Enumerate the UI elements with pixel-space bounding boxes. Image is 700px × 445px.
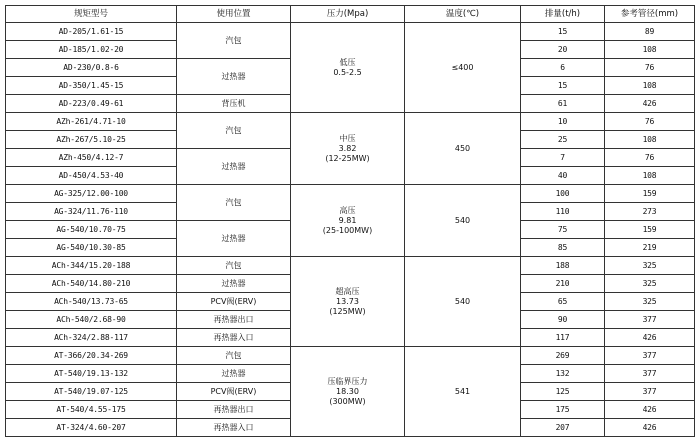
pressure-class: 中压 — [339, 133, 356, 143]
pipe-cell: 108 — [605, 131, 695, 149]
flow-cell: 15 — [521, 77, 605, 95]
model-cell: AD-185/1.02-20 — [6, 41, 177, 59]
pipe-cell: 108 — [605, 41, 695, 59]
position-cell: 过热器 — [177, 59, 291, 95]
pressure-value: 3.82 — [338, 143, 357, 153]
position-cell: 汽包 — [177, 23, 291, 59]
position-cell: 汽包 — [177, 347, 291, 365]
flow-cell: 188 — [521, 257, 605, 275]
flow-cell: 100 — [521, 185, 605, 203]
flow-cell: 15 — [521, 23, 605, 41]
pressure-group-ultra-high — [291, 257, 405, 347]
model-cell: AG-540/10.70-75 — [6, 221, 177, 239]
pressure-class: 超高压 — [335, 286, 360, 296]
pressure-class: 压临界压力 — [327, 376, 368, 386]
model-cell: AT-324/4.60-207 — [6, 419, 177, 437]
position-cell: PCV阀(ERV) — [177, 293, 291, 311]
header-model: 规矩型号 — [6, 6, 177, 23]
model-cell: AD-350/1.45-15 — [6, 77, 177, 95]
position-cell: 汽包 — [177, 185, 291, 221]
pipe-cell: 426 — [605, 95, 695, 113]
power-range: (125MW) — [329, 306, 366, 316]
position-cell: 过热器 — [177, 365, 291, 383]
position-cell: 过热器 — [177, 221, 291, 257]
model-cell: AD-450/4.53-40 — [6, 167, 177, 185]
flow-cell: 175 — [521, 401, 605, 419]
pipe-cell: 76 — [605, 149, 695, 167]
pressure-value: 9.81 — [338, 215, 357, 225]
header-pressure: 压力(Mpa) — [291, 6, 405, 23]
model-cell: AG-325/12.00-100 — [6, 185, 177, 203]
temperature-cell: 540 — [405, 185, 521, 257]
pipe-cell: 219 — [605, 239, 695, 257]
flow-cell: 25 — [521, 131, 605, 149]
flow-cell: 132 — [521, 365, 605, 383]
flow-cell: 210 — [521, 275, 605, 293]
pipe-cell: 325 — [605, 275, 695, 293]
pressure-class: 低压 — [339, 57, 356, 67]
pressure-group-subcritical — [291, 347, 405, 437]
table-row — [6, 185, 695, 203]
temperature-cell: ≤400 — [405, 23, 521, 113]
model-cell: ACh-344/15.20-188 — [6, 257, 177, 275]
pressure-group-high — [291, 185, 405, 257]
model-cell: ACh-540/14.80-210 — [6, 275, 177, 293]
model-cell: AG-324/11.76-110 — [6, 203, 177, 221]
pipe-cell: 377 — [605, 347, 695, 365]
model-cell: AT-540/4.55-175 — [6, 401, 177, 419]
position-cell: 过热器 — [177, 149, 291, 185]
temperature-cell: 450 — [405, 113, 521, 185]
table-row — [6, 113, 695, 131]
flow-cell: 110 — [521, 203, 605, 221]
pipe-cell: 377 — [605, 383, 695, 401]
pipe-cell: 325 — [605, 293, 695, 311]
flow-cell: 207 — [521, 419, 605, 437]
pipe-cell: 159 — [605, 185, 695, 203]
model-cell: ACh-324/2.88-117 — [6, 329, 177, 347]
model-cell: AT-540/19.07-125 — [6, 383, 177, 401]
position-cell: PCV阀(ERV) — [177, 383, 291, 401]
flow-cell: 6 — [521, 59, 605, 77]
power-range: (300MW) — [329, 396, 366, 406]
pipe-cell: 76 — [605, 113, 695, 131]
power-range: (12-25MW) — [325, 153, 370, 163]
pressure-value: 13.73 — [336, 296, 359, 306]
flow-cell: 75 — [521, 221, 605, 239]
pressure-group-medium — [291, 113, 405, 185]
pipe-cell: 325 — [605, 257, 695, 275]
header-row — [6, 6, 695, 23]
model-cell: AZh-267/5.10-25 — [6, 131, 177, 149]
position-cell: 背压机 — [177, 95, 291, 113]
position-cell: 再热器入口 — [177, 419, 291, 437]
safety-valve-table — [5, 5, 695, 437]
temperature-cell: 541 — [405, 347, 521, 437]
pressure-group-low — [291, 23, 405, 113]
flow-cell: 269 — [521, 347, 605, 365]
pressure-class: 高压 — [339, 205, 356, 215]
model-cell: AZh-450/4.12-7 — [6, 149, 177, 167]
model-cell: AD-205/1.61-15 — [6, 23, 177, 41]
model-cell: AT-540/19.13-132 — [6, 365, 177, 383]
model-cell: ACh-540/13.73-65 — [6, 293, 177, 311]
model-cell: AT-366/20.34-269 — [6, 347, 177, 365]
model-cell: AD-223/0.49-61 — [6, 95, 177, 113]
header-position: 使用位置 — [177, 6, 291, 23]
pipe-cell: 426 — [605, 401, 695, 419]
position-cell: 汽包 — [177, 257, 291, 275]
header-temperature: 温度(℃) — [405, 6, 521, 23]
table-row — [6, 23, 695, 41]
flow-cell: 117 — [521, 329, 605, 347]
flow-cell: 10 — [521, 113, 605, 131]
flow-cell: 65 — [521, 293, 605, 311]
table-row — [6, 257, 695, 275]
temperature-cell: 540 — [405, 257, 521, 347]
position-cell: 再热器出口 — [177, 401, 291, 419]
model-cell: AD-230/0.8-6 — [6, 59, 177, 77]
position-cell: 再热器出口 — [177, 311, 291, 329]
model-cell: ACh-540/2.68-90 — [6, 311, 177, 329]
flow-cell: 40 — [521, 167, 605, 185]
flow-cell: 90 — [521, 311, 605, 329]
pressure-value: 0.5-2.5 — [333, 67, 362, 77]
table-row — [6, 347, 695, 365]
pipe-cell: 426 — [605, 419, 695, 437]
pipe-cell: 108 — [605, 167, 695, 185]
position-cell: 过热器 — [177, 275, 291, 293]
position-cell: 汽包 — [177, 113, 291, 149]
flow-cell: 7 — [521, 149, 605, 167]
model-cell: AZh-261/4.71-10 — [6, 113, 177, 131]
pipe-cell: 377 — [605, 311, 695, 329]
flow-cell: 125 — [521, 383, 605, 401]
power-range: (25-100MW) — [322, 225, 373, 235]
pipe-cell: 89 — [605, 23, 695, 41]
pipe-cell: 377 — [605, 365, 695, 383]
flow-cell: 20 — [521, 41, 605, 59]
pipe-cell: 273 — [605, 203, 695, 221]
pressure-value: 18.30 — [336, 386, 359, 396]
model-cell: AG-540/10.30-85 — [6, 239, 177, 257]
pipe-cell: 426 — [605, 329, 695, 347]
spec-sheet — [5, 5, 694, 441]
flow-cell: 61 — [521, 95, 605, 113]
position-cell: 再热器入口 — [177, 329, 291, 347]
pipe-cell: 159 — [605, 221, 695, 239]
header-flow: 排量(t/h) — [521, 6, 605, 23]
flow-cell: 85 — [521, 239, 605, 257]
header-pipe-diameter: 参考管径(mm) — [605, 6, 695, 23]
pipe-cell: 76 — [605, 59, 695, 77]
pipe-cell: 108 — [605, 77, 695, 95]
